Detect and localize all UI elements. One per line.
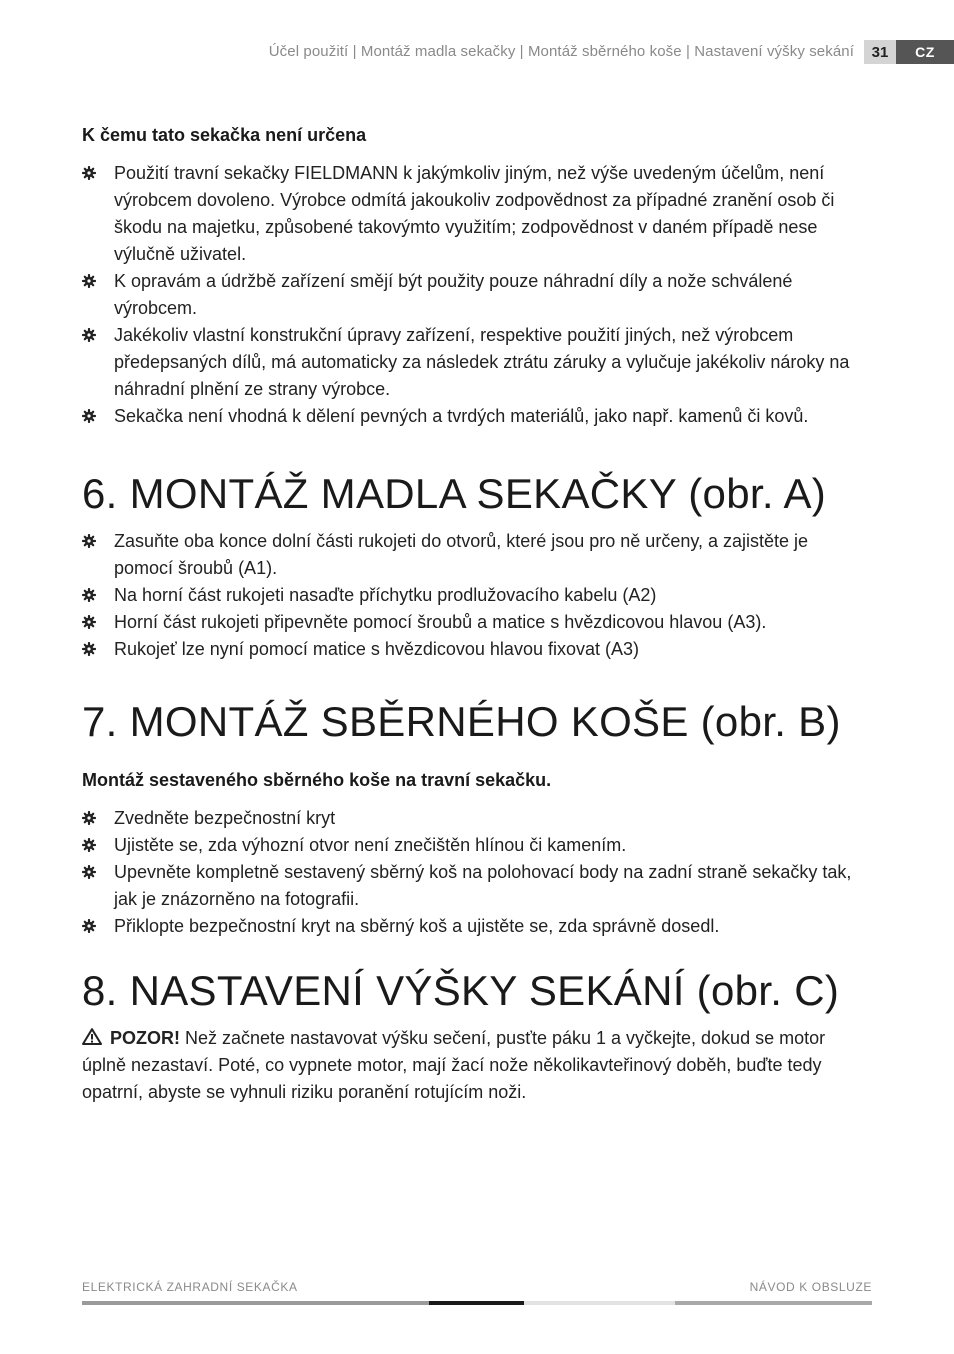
footer-bar-segment — [82, 1301, 429, 1305]
list-item: K opravám a údržbě zařízení smějí být použity pouze náhradní díly a nože schválené výrobcem. — [82, 268, 872, 322]
footer-manual-label: NÁVOD K OBSLUZE — [749, 1280, 872, 1294]
warning-triangle-icon — [82, 1028, 102, 1045]
gear-bullet-icon — [82, 166, 96, 180]
gear-bullet-icon — [82, 409, 96, 423]
section-6-list — [82, 528, 872, 663]
list-item: Ujistěte se, zda výhozní otvor není znečištěn hlínou či kamením. — [82, 832, 872, 859]
intro-list — [82, 160, 872, 430]
gear-bullet-icon — [82, 615, 96, 629]
warning-paragraph — [82, 1025, 872, 1106]
section-6 — [82, 470, 872, 663]
list-item: Přiklopte bezpečnostní kryt na sběrný koš a ujistěte se, zda správně dosedl. — [82, 913, 872, 940]
warning-label: POZOR! — [110, 1028, 180, 1048]
gear-bullet-icon — [82, 838, 96, 852]
intro-section — [82, 125, 872, 430]
gear-bullet-icon — [82, 811, 96, 825]
page-number: 31 — [864, 40, 896, 64]
gear-bullet-icon — [82, 588, 96, 602]
list-item: Horní část rukojeti připevněte pomocí šroubů a matice s hvězdicovou hlavou (A3). — [82, 609, 872, 636]
section-7-list — [82, 805, 872, 940]
list-item: Sekačka není vhodná k dělení pevných a tvrdých materiálů, jako např. kamenů či kovů. — [82, 403, 872, 430]
list-item: Zvedněte bezpečnostní kryt — [82, 805, 872, 832]
list-item: Jakékoliv vlastní konstrukční úpravy zařízení, respektive použití jiných, než výrobcem předepsaných dílů, má automaticky za následek ztrátu záruky a vylučuje jakékoliv nároky na náhradní plnění ze strany výrobce. — [82, 322, 872, 403]
list-item: Zasuňte oba konce dolní části rukojeti do otvorů, které jsou pro ně určeny, a zajistěte je pomocí šroubů (A1). — [82, 528, 872, 582]
footer-bar-segment — [429, 1301, 524, 1305]
list-item: Upevněte kompletně sestavený sběrný koš na polohovací body na zadní straně sekačky tak, jak je znázorněno na fotografii. — [82, 859, 872, 913]
section-7 — [82, 698, 872, 940]
list-item: Na horní část rukojeti nasaďte příchytku prodlužovacího kabelu (A2) — [82, 582, 872, 609]
list-item: Použití travní sekačky FIELDMANN k jakýmkoliv jiným, než výše uvedeným účelům, není výrobcem dovoleno. Výrobce odmítá jakoukoliv zodpovědnost za případné zranění osob či škodu na majetku, způsobené takovýmto využitím; zodpovědnost v daném případě nese výlučně uživatel. — [82, 160, 872, 268]
gear-bullet-icon — [82, 274, 96, 288]
intro-heading: K čemu tato sekačka není určena — [82, 125, 367, 145]
footer-product-name: ELEKTRICKÁ ZAHRADNÍ SEKAČKA — [82, 1280, 298, 1294]
warning-text: Než začnete nastavovat výšku sečení, pusťte páku 1 a vyčkejte, dokud se motor úplně nezastaví. Poté, co vypnete motor, mají žací nože několikavteřinový doběh, buďte tedy opatrní, abyste se vyhnuli riziku poranění rotujícím noži. — [82, 1028, 826, 1102]
section-8-title: 8. NASTAVENÍ VÝŠKY SEKÁNÍ (obr. C) — [82, 967, 840, 1014]
section-7-title: 7. MONTÁŽ SBĚRNÉHO KOŠE (obr. B) — [82, 698, 841, 745]
breadcrumb: Účel použití | Montáž madla sekačky | Montáž sběrného koše | Nastavení výšky sekání — [268, 43, 854, 60]
language-badge: CZ — [896, 40, 954, 64]
section-6-title: 6. MONTÁŽ MADLA SEKAČKY (obr. A) — [82, 470, 827, 517]
footer-bar-segment — [675, 1301, 872, 1305]
gear-bullet-icon — [82, 534, 96, 548]
gear-bullet-icon — [82, 642, 96, 656]
footer-bar-segment — [524, 1301, 675, 1305]
gear-bullet-icon — [82, 328, 96, 342]
list-item: Rukojeť lze nyní pomocí matice s hvězdicovou hlavou fixovat (A3) — [82, 636, 872, 663]
gear-bullet-icon — [82, 865, 96, 879]
gear-bullet-icon — [82, 919, 96, 933]
section-7-subheading: Montáž sestaveného sběrného koše na travní sekačku. — [82, 770, 552, 790]
section-8 — [82, 967, 872, 1106]
